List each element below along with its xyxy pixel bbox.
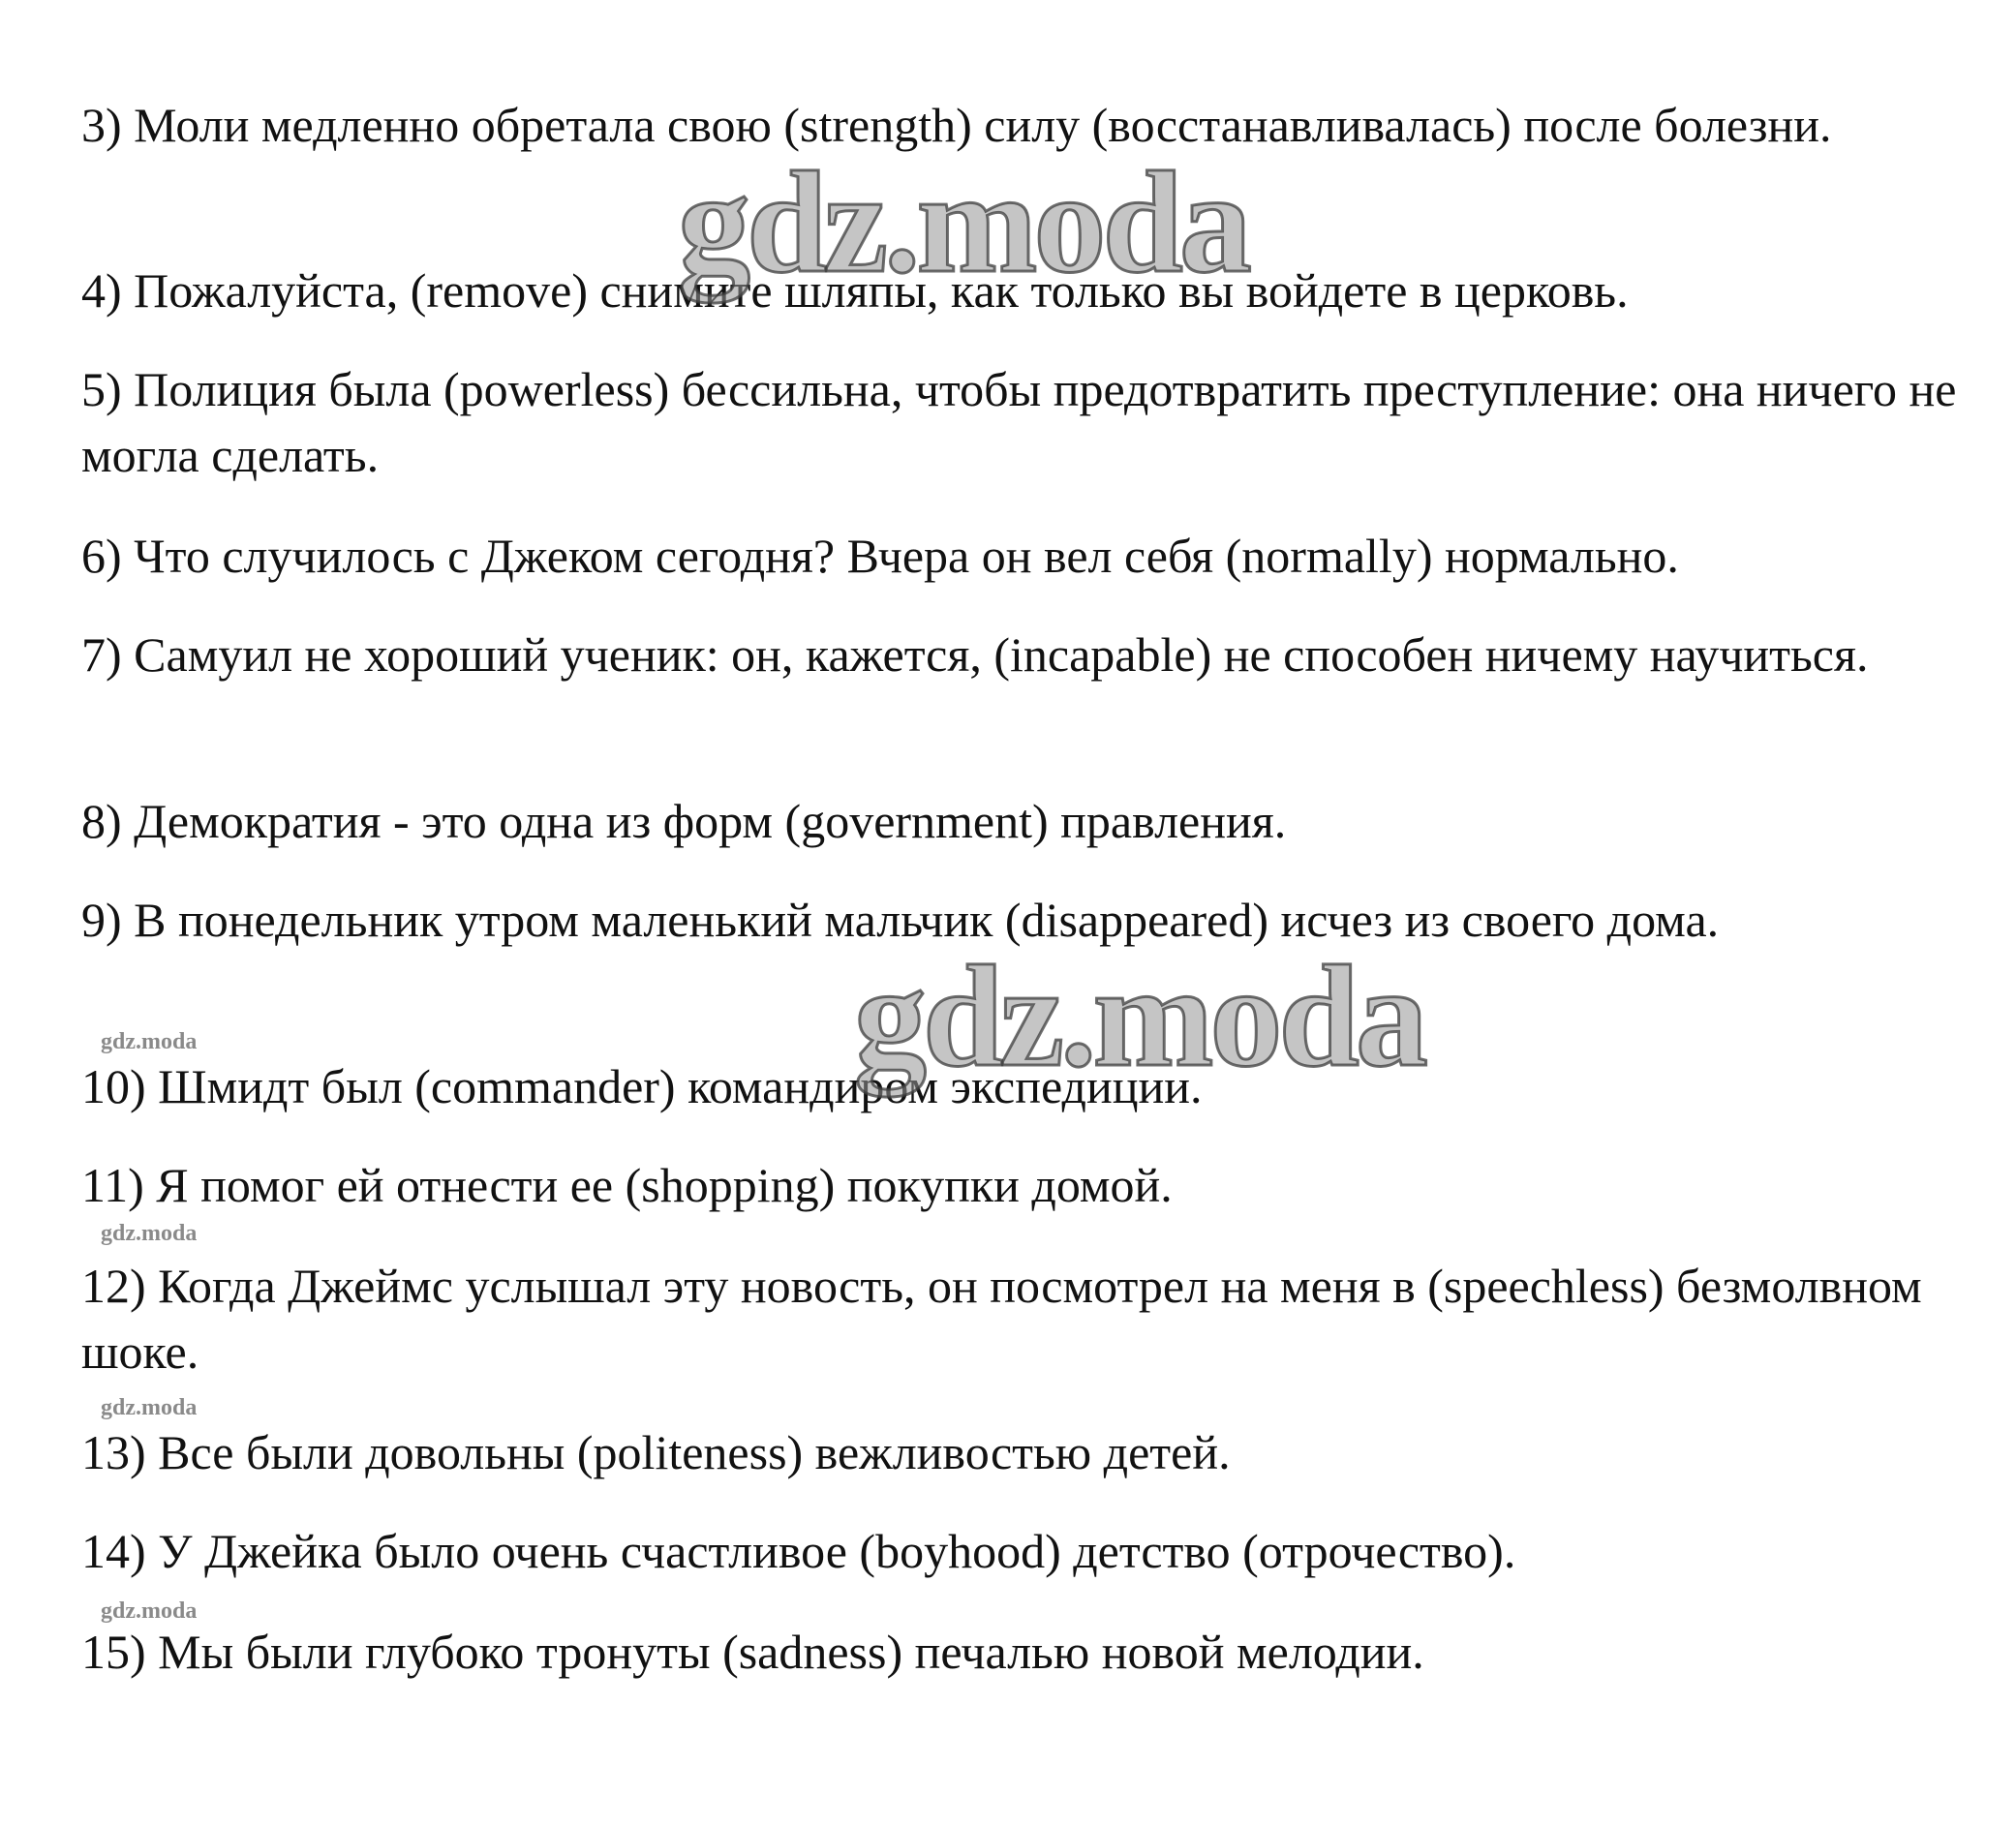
watermark-large-middle: gdz.moda	[854, 936, 1424, 1097]
answer-item-8	[81, 788, 1979, 854]
item-text: Полиция была (powerless) бессильна, чтобы предотвратить преступление: она ничего не могла сделать.	[81, 362, 1957, 482]
item-text: Я помог ей отнести ее (shopping) покупки домой.	[156, 1158, 1173, 1212]
item-number: 6)	[81, 529, 122, 583]
watermark-small-1: gdz.moda	[101, 1029, 198, 1054]
watermark-small-3: gdz.moda	[101, 1395, 198, 1420]
item-number: 9)	[81, 893, 122, 947]
item-text: Шмидт был (commander) командиром экспедиции.	[158, 1059, 1203, 1113]
item-text: Когда Джеймс услышал эту новость, он посмотрел на меня в (speechless) безмолвном шоке.	[81, 1259, 1922, 1379]
answer-item-7	[81, 622, 1979, 687]
answer-item-5	[81, 356, 1979, 488]
answer-item-6	[81, 523, 1979, 589]
item-number: 3)	[81, 98, 122, 152]
item-number: 4)	[81, 263, 122, 318]
item-text: Что случилось с Джеком сегодня? Вчера он вел себя (normally) нормально.	[134, 529, 1679, 583]
item-text: Моли медленно обретала свою (strength) силу (восстанавливалась) после болезни.	[134, 98, 1832, 152]
item-number: 7)	[81, 627, 122, 682]
item-text: У Джейка было очень счастливое (boyhood) детство (отрочество).	[158, 1524, 1516, 1578]
answer-item-11	[81, 1152, 1979, 1218]
item-text: Все были довольны (politeness) вежливостью детей.	[158, 1425, 1231, 1479]
item-text: Пожалуйста, (remove) снимите шляпы, как только вы войдете в церковь.	[134, 263, 1629, 318]
item-number: 14)	[81, 1524, 146, 1578]
answer-item-12	[81, 1253, 1979, 1385]
watermark-small-4: gdz.moda	[101, 1598, 198, 1624]
item-text: Мы были глубоко тронуты (sadness) печалью новой мелодии.	[158, 1625, 1424, 1679]
item-text: В понедельник утром маленький мальчик (disappeared) исчез из своего дома.	[134, 893, 1720, 947]
item-text: Демократия - это одна из форм (government) правления.	[134, 794, 1287, 848]
item-text: Самуил не хороший ученик: он, кажется, (incapable) не способен ничему научиться.	[134, 627, 1869, 682]
answer-item-14	[81, 1518, 1979, 1584]
item-number: 11)	[81, 1158, 144, 1212]
item-number: 10)	[81, 1059, 146, 1113]
answer-item-15	[81, 1619, 1979, 1685]
item-number: 15)	[81, 1625, 146, 1679]
item-number: 5)	[81, 362, 122, 416]
item-number: 12)	[81, 1259, 146, 1313]
watermark-small-2: gdz.moda	[101, 1221, 198, 1246]
answer-item-13	[81, 1419, 1979, 1485]
watermark-large-top: gdz.moda	[678, 142, 1248, 303]
item-number: 8)	[81, 794, 122, 848]
item-number: 13)	[81, 1425, 146, 1479]
